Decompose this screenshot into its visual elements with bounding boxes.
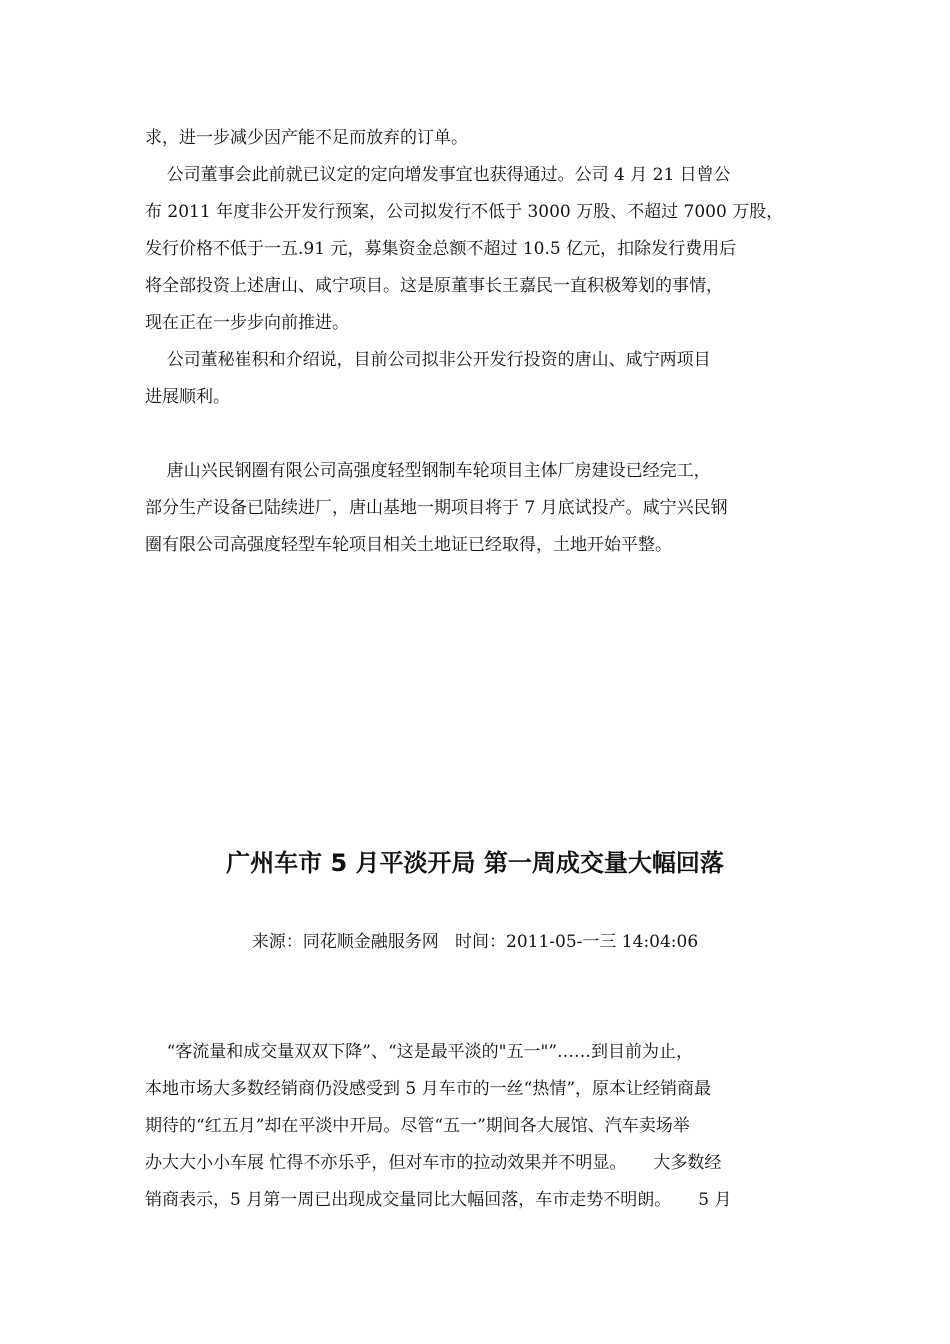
paragraph-line: 本地市场大多数经销商仍没感受到 5 月车市的一丝“热情”，原本让经销商最: [145, 1079, 712, 1099]
paragraph-line: 进展顺利。: [145, 387, 230, 407]
paragraph-line: 办大大小小车展 忙得不亦乐乎，但对车市的拉动效果并不明显。 大多数经: [145, 1153, 722, 1173]
paragraph-line: 销商表示，5 月第一周已出现成交量同比大幅回落，车市走势不明朗。 5 月: [145, 1190, 732, 1210]
paragraph-line: 发行价格不低于一五.91 元，募集资金总额不超过 10.5 亿元，扣除发行费用后: [145, 239, 737, 259]
article-meta: 来源：同花顺金融服务网 时间：2011-05-一三 14:04:06: [251, 932, 699, 952]
paragraph-line: 公司董秘崔积和介绍说，目前公司拟非公开发行投资的唐山、咸宁两项目: [145, 350, 711, 370]
article-title: 广州车市 5 月平淡开局 第一周成交量大幅回落: [226, 849, 724, 877]
paragraph-line: 布 2011 年度非公开发行预案，公司拟发行不低于 3000 万股、不超过 7000 万股，: [145, 202, 784, 222]
paragraph-line: 现在正在一步步向前推进。: [145, 313, 349, 333]
paragraph-line: 部分生产设备已陆续进厂，唐山基地一期项目将于 7 月底试投产。咸宁兴民钢: [145, 498, 728, 518]
paragraph-line: 求，进一步减少因产能不足而放弃的订单。: [145, 128, 468, 148]
paragraph-line: 期待的“红五月”却在平淡中开局。尽管“五一”期间各大展馆、汽车卖场举: [145, 1116, 690, 1136]
paragraph-line: 将全部投资上述唐山、咸宁项目。这是原董事长王嘉民一直积极筹划的事情，: [145, 276, 723, 296]
paragraph-line: 圈有限公司高强度轻型车轮项目相关土地证已经取得，土地开始平整。: [145, 535, 672, 555]
paragraph-line: 公司董事会此前就已议定的定向增发事宜也获得通过。公司 4 月 21 日曾公: [145, 165, 731, 185]
paragraph-line: “客流量和成交量双双下降”、“这是最平淡的"五一"”……到目前为止，: [145, 1042, 694, 1062]
paragraph-line: 唐山兴民钢圈有限公司高强度轻型钢制车轮项目主体厂房建设已经完工，: [145, 461, 711, 481]
